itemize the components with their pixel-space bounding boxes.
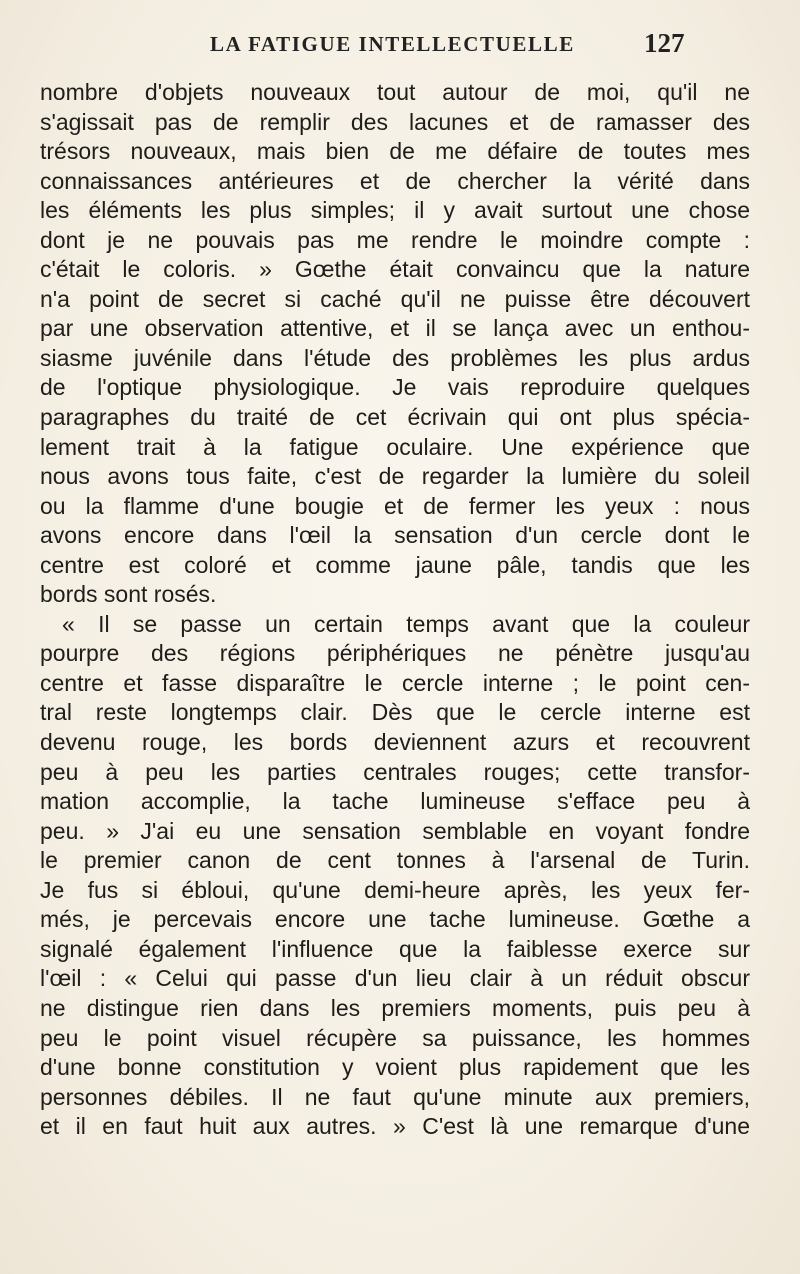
- text-line: avons encore dans l'œil la sensation d'un cercle dont le: [40, 522, 750, 549]
- paragraph-start-line: « Il se passe un certain temps avant que la couleur: [62, 610, 750, 637]
- text-line: signalé également l'influence que la faiblesse exerce sur: [40, 935, 750, 962]
- text-line: centre et fasse disparaître le cercle interne ; le point cen-: [40, 669, 750, 696]
- running-title: LA FATIGUE INTELLECTUELLE: [210, 32, 575, 56]
- text-line: nous avons tous faite, c'est de regarder la lumière du soleil: [40, 463, 750, 490]
- text-line: personnes débiles. Il ne faut qu'une minute aux premiers,: [40, 1083, 750, 1110]
- running-head: [0, 28, 800, 68]
- text-line: mation accomplie, la tache lumineuse s'efface peu à: [40, 788, 750, 815]
- text-line: paragraphes du traité de cet écrivain qui ont plus spécia-: [40, 404, 750, 431]
- text-line: tral reste longtemps clair. Dès que le cercle interne est: [40, 699, 750, 726]
- paragraph-end-line: bords sont rosés.: [40, 581, 217, 608]
- body-text: [40, 78, 750, 1142]
- text-line: nombre d'objets nouveaux tout autour de moi, qu'il ne: [40, 79, 750, 105]
- text-line: c'était le coloris. » Gœthe était convaincu que la nature: [40, 256, 750, 283]
- text-line: peu. » J'ai eu une sensation semblable en voyant fondre: [40, 817, 750, 844]
- text-line: l'œil : « Celui qui passe d'un lieu clair à un réduit obscur: [40, 965, 750, 992]
- text-line: le premier canon de cent tonnes à l'arsenal de Turin.: [40, 847, 750, 874]
- text-line: dont je ne pouvais pas me rendre le moindre compte :: [40, 226, 750, 253]
- text-line: les éléments les plus simples; il y avait surtout une chose: [40, 197, 750, 224]
- text-line: devenu rouge, les bords deviennent azurs et recouvrent: [40, 729, 750, 756]
- text-line: pourpre des régions périphériques ne pénètre jusqu'au: [40, 640, 750, 667]
- page-number: 127: [644, 28, 685, 58]
- text-line: centre est coloré et comme jaune pâle, tandis que les: [40, 551, 750, 578]
- text-line: lement trait à la fatigue oculaire. Une expérience que: [40, 433, 750, 460]
- text-line: peu à peu les parties centrales rouges; cette transfor-: [40, 758, 750, 785]
- text-line: més, je percevais encore une tache lumineuse. Gœthe a: [40, 906, 750, 933]
- text-line: trésors nouveaux, mais bien de me défaire de toutes mes: [40, 138, 750, 165]
- text-line: siasme juvénile dans l'étude des problèmes les plus ardus: [40, 344, 750, 371]
- text-line: de l'optique physiologique. Je vais reproduire quelques: [40, 374, 750, 401]
- text-line: ou la flamme d'une bougie et de fermer les yeux : nous: [40, 492, 750, 519]
- text-line: Je fus si ébloui, qu'une demi-heure après, les yeux fer-: [40, 876, 750, 903]
- text-line: et il en faut huit aux autres. » C'est là une remarque d'une: [40, 1113, 750, 1140]
- text-line: connaissances antérieures et de chercher la vérité dans: [40, 167, 750, 194]
- text-line: peu le point visuel récupère sa puissance, les hommes: [40, 1024, 750, 1051]
- text-line: n'a point de secret si caché qu'il ne puisse être découvert: [40, 285, 750, 312]
- text-line: par une observation attentive, et il se lança avec un enthou-: [40, 315, 750, 342]
- text-line: s'agissait pas de remplir des lacunes et de ramasser des: [40, 108, 750, 135]
- text-line: ne distingue rien dans les premiers moments, puis peu à: [40, 994, 750, 1021]
- text-line: d'une bonne constitution y voient plus rapidement que les: [40, 1054, 750, 1081]
